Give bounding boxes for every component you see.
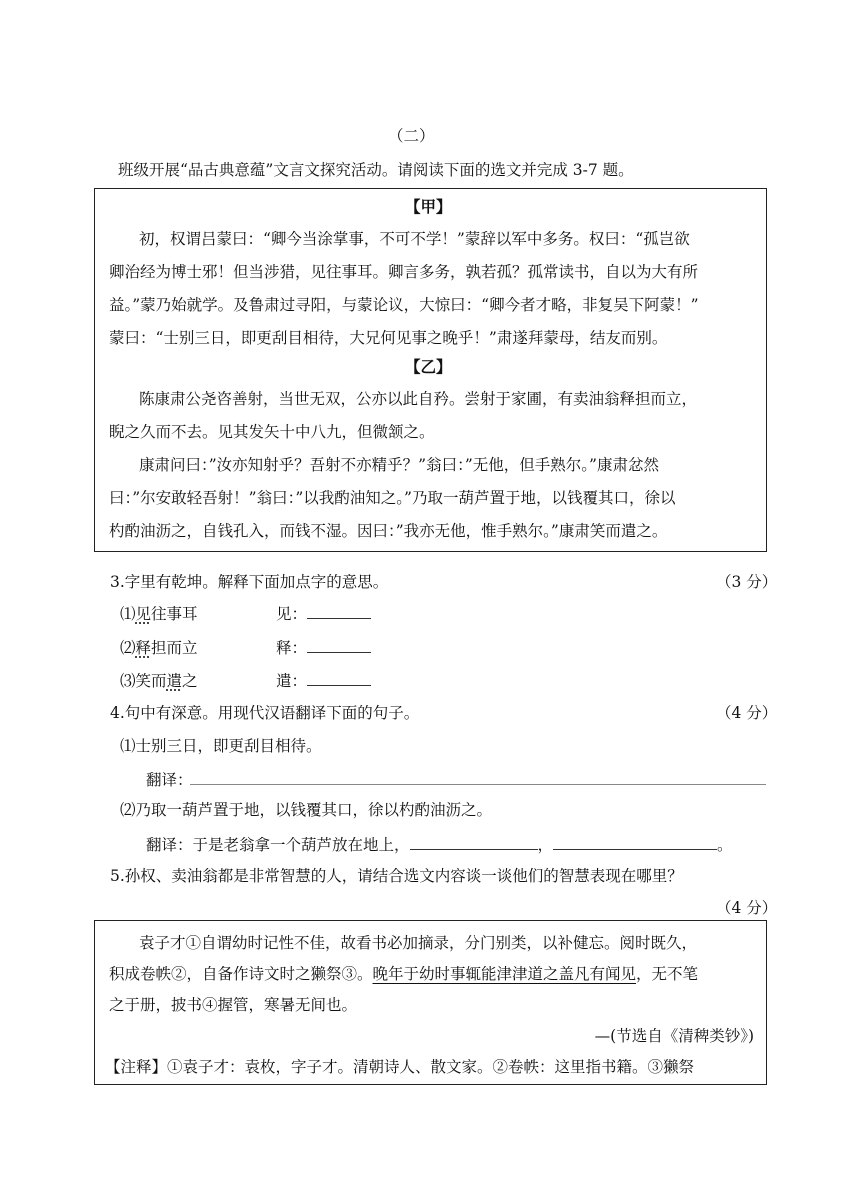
q3-answer-2 xyxy=(276,636,371,658)
item-text: 之 xyxy=(182,672,198,690)
jia-line-2: 卿治经为博士邪！但当涉猎，见往事耳。卿言多务，孰若孤？孤常读书，自以为大有所 xyxy=(109,263,699,281)
q4-translate-1-label: 翻译： xyxy=(146,771,193,789)
answer-blank[interactable] xyxy=(307,637,371,654)
dotted-char: 释 xyxy=(135,639,152,657)
q4-stem: 4.句中有深意。用现代汉语翻译下面的句子。 xyxy=(110,704,420,722)
c-line-1: 袁子才①自谓幼时记性不佳，故看书必加摘录，分门别类，以补健忘。阅时既久， xyxy=(139,934,698,952)
dotted-char: 见 xyxy=(135,605,152,623)
translate-2-blank-1[interactable] xyxy=(410,834,538,851)
yi-line-2: 睨之久而不去。见其发矢十中八九，但微颔之。 xyxy=(109,423,435,441)
item-number: ⑵ xyxy=(120,639,136,657)
jia-line-3: 益。”蒙乃始就学。及鲁肃过寻阳，与蒙论议，大惊曰：“卿今者才略，非复吴下阿蒙！” xyxy=(109,296,699,314)
dotted-char: 遣 xyxy=(166,672,183,690)
passage-box xyxy=(94,188,767,552)
q3-item-2 xyxy=(120,636,198,658)
jia-line-1: 初，权谓吕蒙曰：“卿今当涂掌事，不可不学！”蒙辞以军中多务。权曰：“孤岂欲 xyxy=(139,230,690,248)
passage-yi-heading: 【乙】 xyxy=(405,357,452,376)
c-line-3: 之于册，披书④握管，寒暑无间也。 xyxy=(109,996,358,1014)
item-text: 往事耳 xyxy=(151,605,198,623)
q3-stem: 3.字里有乾坤。解释下面加点字的意思。 xyxy=(110,573,389,591)
item-text: 担而立 xyxy=(151,639,198,657)
q5-stem: 5.孙权、卖油翁都是非常智慧的人，请结合选文内容谈一谈他们的智慧表现在哪里？ xyxy=(110,867,683,885)
yi-line-1: 陈康肃公尧咨善射，当世无双，公亦以此自矜。尝射于家圃，有卖油翁释担而立， xyxy=(139,390,698,408)
yi-line-5: 杓酌油沥之，自钱孔入，而钱不湿。因曰：”我亦无他，惟手熟尔。”康肃笑而遣之。 xyxy=(109,522,668,540)
q5-score: （4 分） xyxy=(716,899,778,917)
q4-translate-1-line[interactable] xyxy=(190,784,766,785)
item-number: ⑴ xyxy=(120,605,136,623)
item-number: ⑶ xyxy=(120,672,136,690)
period: 。 xyxy=(717,836,733,854)
c-line-2-end: ，无不笔 xyxy=(636,965,699,983)
c-notes: 【注释】①袁子才：袁枚，字子才。清朝诗人、散文家。②卷帙：这里指书籍。③獭祭 xyxy=(105,1058,695,1076)
yi-line-3: 康肃问曰：”汝亦知射乎？吾射不亦精乎？”翁曰：”无他，但手熟尔。”康肃忿然 xyxy=(139,456,659,474)
answer-blank[interactable] xyxy=(307,670,371,687)
passage-c-box xyxy=(94,920,767,1085)
answer-label: 见： xyxy=(276,605,308,623)
q4-sentence-2: ⑵乃取一葫芦置于地，以钱覆其口，徐以杓酌油沥之。 xyxy=(120,801,493,819)
q4-sentence-1: ⑴士别三日，即更刮目相待。 xyxy=(120,737,322,755)
answer-label: 释： xyxy=(276,639,308,657)
q3-answer-1 xyxy=(276,602,371,624)
q4-score: （4 分） xyxy=(716,704,778,722)
answer-blank[interactable] xyxy=(307,603,371,620)
translate-2-blank-2[interactable] xyxy=(553,834,717,851)
answer-label: 遣： xyxy=(276,672,308,690)
q4-translate-2 xyxy=(146,833,733,855)
item-text-pre: 笑而 xyxy=(135,672,167,690)
translate-2-prefix: 翻译：于是老翁拿一个葫芦放在地上， xyxy=(146,836,410,854)
c-line-2 xyxy=(109,962,698,984)
c-source: —(节选自《清稗类钞》) xyxy=(594,1027,754,1045)
underlined-sentence: 晚年于幼时事辄能津津道之盖凡有闻见 xyxy=(372,965,637,983)
q3-score: （3 分） xyxy=(716,573,778,591)
q3-item-1 xyxy=(120,602,198,624)
c-line-2-text: 积成卷帙②，自备作诗文时之獭祭③。 xyxy=(109,965,373,983)
comma: ， xyxy=(537,836,554,854)
q3-answer-3 xyxy=(276,669,371,691)
section-title: （二） xyxy=(388,127,435,145)
jia-line-4: 蒙曰：“士别三日，即更刮目相待，大兄何见事之晚乎！”肃遂拜蒙母，结友而别。 xyxy=(109,329,668,347)
q3-item-3 xyxy=(120,669,198,691)
intro-text: 班级开展“品古典意蕴”文言文探究活动。请阅读下面的选文并完成 3-7 题。 xyxy=(118,161,634,179)
passage-jia-heading: 【甲】 xyxy=(405,197,452,216)
yi-line-4: 曰：”尔安敢轻吾射！”翁曰：”以我酌油知之。”乃取一葫芦置于地，以钱覆其口，徐以 xyxy=(109,489,676,507)
